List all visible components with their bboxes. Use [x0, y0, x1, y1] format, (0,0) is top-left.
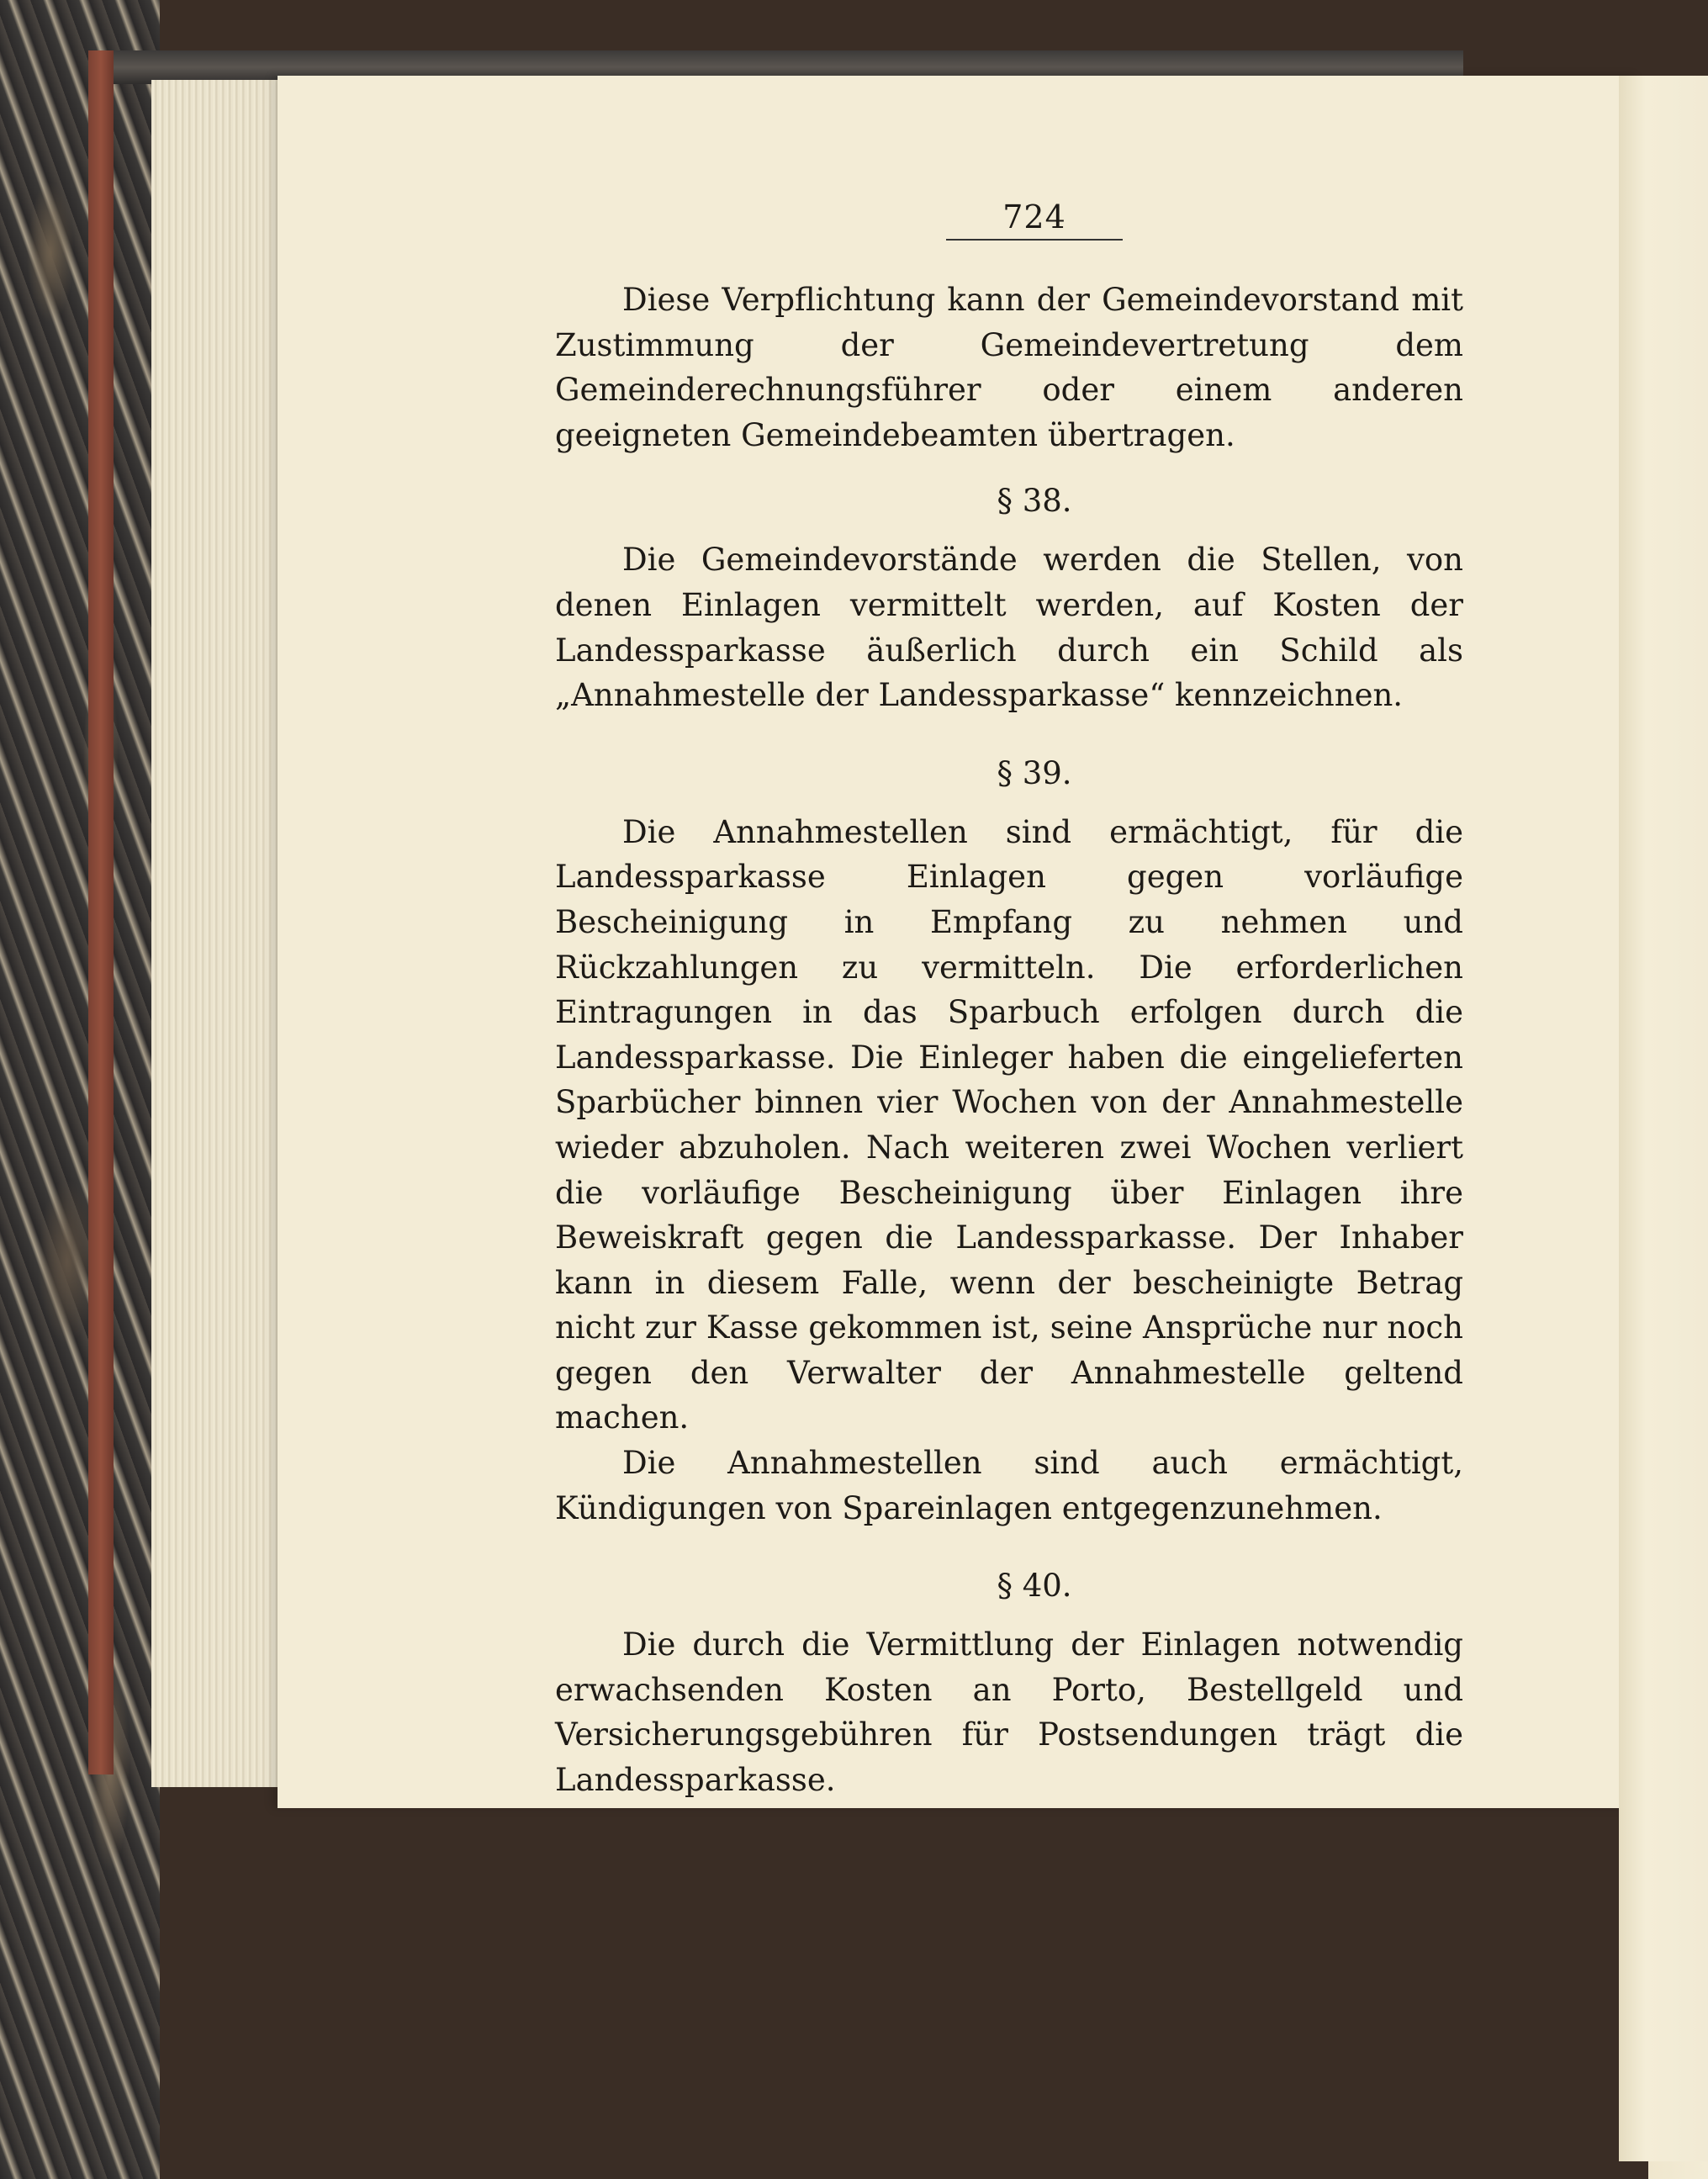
- page-number: 724: [1002, 198, 1066, 235]
- section-38-heading: § 38.: [997, 483, 1072, 520]
- section-39-heading: § 39.: [997, 754, 1072, 791]
- page-edges: [151, 80, 294, 1787]
- section-40-heading: § 40.: [997, 1568, 1072, 1605]
- marbled-cover: [0, 0, 160, 2179]
- section-38-text: Die Gemeindevorstände werden die Stellen, von denen Einlagen vermittelt werden, auf Kosten der Landessparkasse äußerlich durch ein Schild als „Annahmestelle der Landessparkasse“ kennzeichnen.: [555, 542, 1463, 714]
- section-39-text-2: Die Annahmestellen sind auch ermächtigt, Kündigungen von Spareinlagen entgegenzunehmen.: [555, 1445, 1463, 1526]
- intro-paragraph: Diese Verpflichtung kann der Gemeindevorstand mit Zustimmung der Gemeindevertretung dem Gemeinderechnungsführer oder einem anderen geeigneten Gemeindebeamten übertragen.: [555, 282, 1463, 453]
- page-text: [555, 198, 1463, 1803]
- page-number-rule: [946, 239, 1123, 241]
- section-40-text: Die durch die Vermittlung der Einlagen notwendig erwachsenden Kosten an Porto, Bestellgeld und Versicherungsgebühren für Postsendungen trägt die Landessparkasse.: [555, 1626, 1463, 1799]
- page-gutter-shadow: [1619, 76, 1708, 2161]
- leather-spine: [88, 50, 114, 1774]
- section-39-text-1: Die Annahmestellen sind ermächtigt, für die Landessparkasse Einlagen gegen vorläufige Bescheinigung in Empfang zu nehmen und Rückzahlungen zu vermitteln. Die erforderlichen Eintragungen in das Sparbuch erfolgen durch die Landessparkasse. Die Einleger haben die eingelieferten Sparbücher binnen vier Wochen von der Annahmestelle wieder abzuholen. Nach weiteren zwei Wochen verliert die vorläufige Bescheinigung über Einlagen ihre Beweiskraft gegen die Landessparkasse. Der Inhaber kann in diesem Falle, wenn der bescheinigte Betrag nicht zur Kasse gekommen ist, seine Ansprüche nur noch gegen den Verwalter der Annahmestelle geltend machen.: [555, 813, 1463, 1436]
